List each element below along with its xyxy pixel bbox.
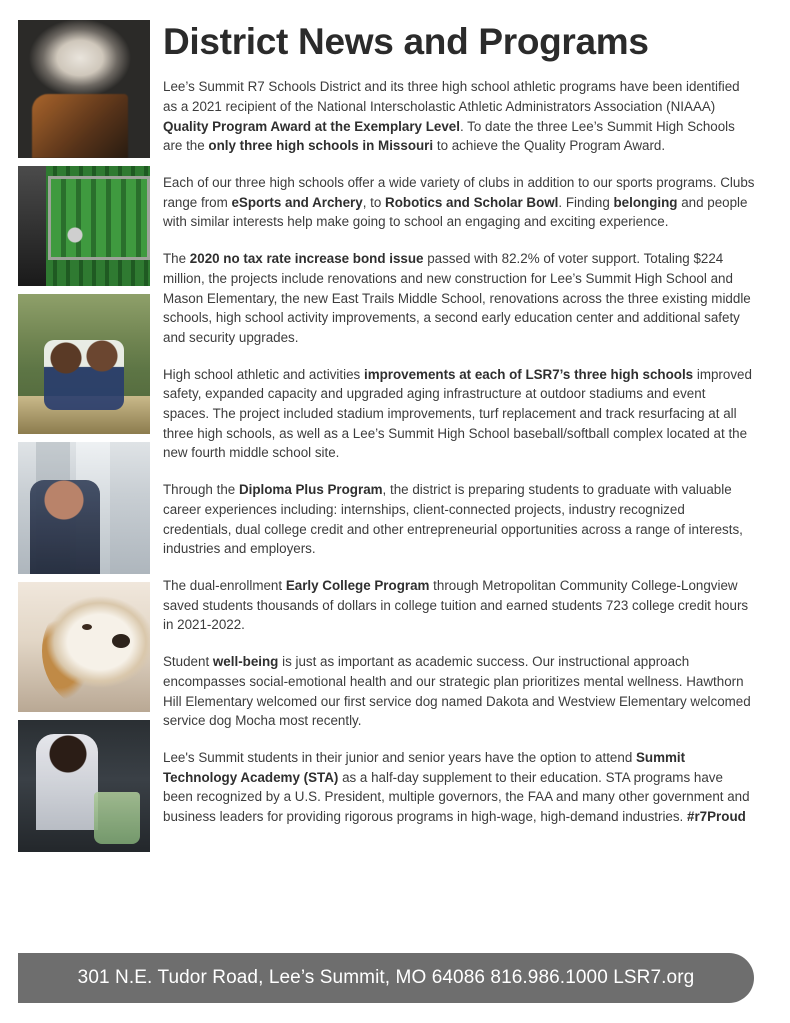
footer-contact-bar [18,953,754,1003]
paragraph-diploma-plus: Through the Diploma Plus Program, the district is preparing students to graduate with valuable career experiences including: internships, client-connected projects, industry recognized credentials, dual college credit and other entrepreneurial opportunities across a range of interests, industries and employers. [163,482,743,557]
photo-student-measuring [18,442,150,574]
article-content [163,22,755,844]
paragraph-bond-issue: The 2020 no tax rate increase bond issue passed with 82.2% of voter support. Totaling $224 million, the projects include renovations and new construction for Lee’s Summit High School and Mason Elementary, the new East Trails Middle School, renovations across the three existing middle schools, high school activity improvements, a second early education center and additional safety and security upgrades. [163,251,751,345]
photo-service-dog [18,582,150,712]
paragraph-quality-award: Lee’s Summit R7 Schools District and its three high school athletic programs have been identified as a 2021 recipient of the National Interscholastic Athletic Administrators Association (NIAAA) Quality Program Award at the Exemplary Level. To date the three Lee’s Summit High Schools are the only three high schools in Missouri to achieve the Quality Program Award. [163,79,740,154]
photo-students-field [18,294,150,434]
paragraph-athletic-improvements: High school athletic and activities improvements at each of LSR7’s three high schools improved safety, expanded capacity and upgraded aging infrastructure at outdoor stadiums and event spaces. The project included stadium improvements, turf replacement and track resurfacing at all three high schools, as well as a Lee’s Summit High School baseball/softball complex located at the new fourth middle school site. [163,366,752,461]
footer-contact-text: 301 N.E. Tudor Road, Lee’s Summit, MO 64086 816.986.1000 LSR7.org [77,967,695,988]
photo-science-lab [18,720,150,852]
photo-column [18,20,150,860]
paragraph-early-college: The dual-enrollment Early College Program through Metropolitan Community College-Longview saved students thousands of dollars in college tuition and earned students 723 college credit hours in 2021-2022. [163,577,749,633]
paragraph-wellbeing: Student well-being is just as important as academic success. Our instructional approach encompasses social-emotional health and our strategic plan prioritizes mental wellness. Hawthorn Hill Elementary welcomed our first service dog named Dakota and Westview Elementary welcomed service dog Mocha most recently. [163,654,751,729]
paragraph-summit-technology-academy: Lee's Summit students in their junior and senior years have the option to attend Summit Technology Academy (STA) as a half-day supplement to their education. STA programs have been recognized by a U.S. President, multiple governors, the FAA and many other government and business leaders for providing rigorous programs in high-wage, high-demand industries. #r7Proud [163,749,750,825]
page-title: District News and Programs [163,21,649,62]
photo-robotics-equipment [18,166,150,286]
photo-welding-student [18,20,150,158]
paragraph-clubs: Each of our three high schools offer a wide variety of clubs in addition to our sports programs. Clubs range from eSports and Archery, to Robotics and Scholar Bowl. Finding belonging and people with similar interests help make going to school an engaging and exciting experience. [163,175,755,230]
